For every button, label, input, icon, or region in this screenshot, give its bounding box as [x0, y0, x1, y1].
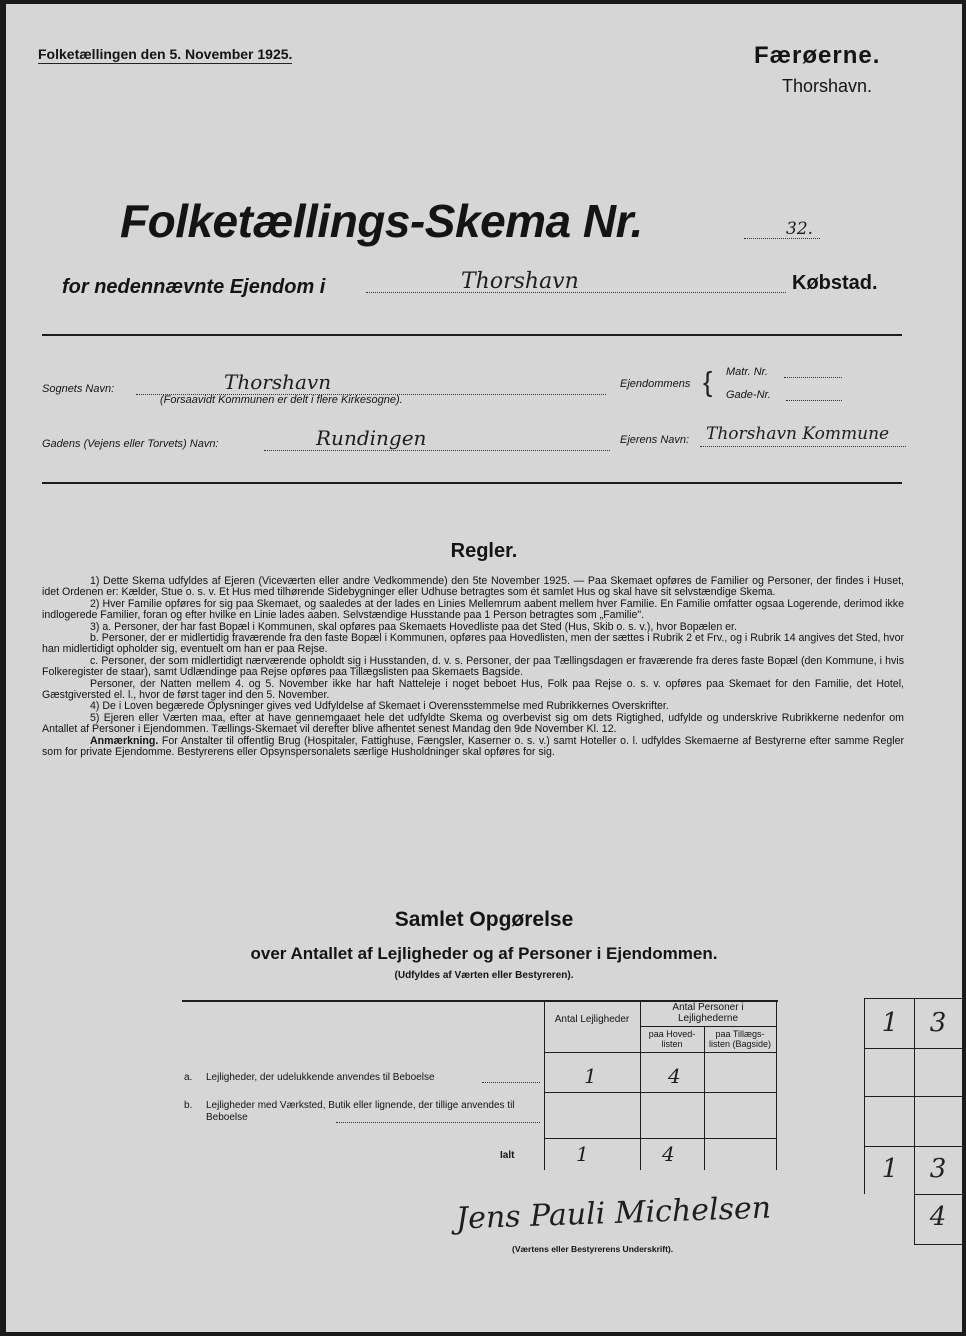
- tally-r1c2: 3: [929, 1008, 947, 1038]
- town-label: Thorshavn.: [782, 76, 873, 96]
- rule-3a: 3) a. Personer, der har fast Bopæl i Kommunen, skal opføres paa Skemaets Hovedliste paa det Sted (Hus, Skib o. s. v.), hvor Bopælen er.: [90, 620, 737, 633]
- divider-top: [42, 334, 902, 336]
- rule-3d: Personer, der Natten mellem 4. og 5. November ikke har haft Natteleje i noget beboet Hus, Folk paa Rejse o. s. v. opføres paa Skemaet for den Familie, det Hotel, Gæstgiversted el. l., hvor de først tager ind den 5. November.: [42, 677, 904, 702]
- parish-note: (Forsaavidt Kommunen er delt i flere Kirkesogne).: [160, 394, 403, 406]
- col-extra-header: paa Tillægs-listen (Bagside): [708, 1029, 772, 1049]
- col-persons-header: Antal Personer i Lejlighederne: [672, 1002, 744, 1024]
- rule-1: 1) Dette Skema udfyldes af Ejeren (Viceværten eller andre Vedkommende) den 5te November 1925. — Paa Skemaet opføres de Familier og Personer, der findes i Huset, idet Ordenen er: Kælder, Stue o. s. v. Et Hus med tilhørende Sidebygninger eller Udhuse betragtes som ét samlet Hus og skal have sit selvstændige Skema.: [42, 575, 904, 599]
- matr-line: [784, 377, 842, 378]
- tally-r1c1: 1: [881, 1008, 899, 1038]
- owner-line: [700, 446, 906, 447]
- col-main-header: paa Hoved-listen: [648, 1029, 696, 1049]
- rule-3b: b. Personer, der er midlertidig fraværende fra den faste Bopæl i Kommunen, opføres paa Hovedlisten, men der sættes i Rubrik 2 et Frv., og i Rubrik 14 angives det Sted, hvor han midlertidigt opholder sig, eventuelt om han er paa Rejse.: [42, 632, 904, 656]
- gade-label: Gade-Nr.: [726, 389, 771, 401]
- census-form-page: [6, 4, 962, 1332]
- kobstad-label: Købstad.: [792, 272, 878, 294]
- form-number: 32.: [786, 219, 814, 239]
- street-value: Rundingen: [316, 426, 427, 450]
- tally-hline-3: [864, 1146, 962, 1147]
- form-number-line: [744, 238, 820, 239]
- rule-4: 4) De i Loven begærede Oplysninger gives ved Udfyldelse af Skemaet i Overensstemmelse med Rubrikkernes Overskrifter.: [90, 700, 669, 713]
- table-row-b-rule: [544, 1138, 777, 1139]
- tally-hline-5: [914, 1244, 962, 1245]
- row-a-label: Lejligheder, der udelukkende anvendes til Beboelse: [206, 1072, 435, 1083]
- row-a-prefix: a.: [184, 1072, 193, 1083]
- rule-3c: c. Personer, der som midlertidigt nærværende opholdt sig i Husstanden, d. v. s. Personer, der paa Tællingsdagen er fraværende fra deres faste Bopæl (den Kommune, i hvis Folkeregister de staar), samt Udlændinge paa Rejse opføres paa Tillægslisten paa Skemaets Bagside.: [42, 654, 904, 679]
- region-label: Færøerne.: [754, 42, 881, 69]
- table-header-bottom-rule: [544, 1052, 777, 1053]
- street-line: [264, 450, 610, 451]
- summary-heading: Samlet Opgørelse: [394, 908, 574, 931]
- table-row-a-rule: [544, 1092, 777, 1093]
- table-vline-1: [544, 1000, 545, 1170]
- col-apartments-header: Antal Lejligheder: [554, 1014, 630, 1025]
- tally-hline-1: [864, 1048, 962, 1049]
- signature-caption: (Værtens eller Bestyrerens Underskrift).: [512, 1244, 674, 1254]
- total-main: 4: [662, 1142, 675, 1166]
- row-b-label: Lejligheder med Værksted, Butik eller lignende, der tillige anvendes til Beboelse: [206, 1100, 515, 1123]
- row-a-apartments: 1: [584, 1064, 597, 1088]
- summary-instruction: (Udfyldes af Værten eller Bestyreren).: [394, 970, 574, 981]
- table-vline-3: [704, 1026, 705, 1170]
- row-a-main: 4: [668, 1064, 681, 1088]
- row-a-dots: [482, 1082, 540, 1083]
- rule-5: 5) Ejeren eller Værten maa, efter at have gennemgaaet hele det udfyldte Skema og overbevist sig om dets Rigtighed, udfylde og underskrive Rubrikkerne nedenfor om Antallet af Personer i Ejendommen. Tællings-Skemaet vil derefter blive afhentet senest Mandag den 9de November Kl. 12.: [42, 711, 904, 736]
- table-subheader-rule: [640, 1026, 777, 1027]
- tally-hline-0: [864, 998, 962, 999]
- rule-note-text: For Anstalter til offentlig Brug (Hospitaler, Fattighuse, Fængsler, Kaserner o. s. v.) samt Hoteller o. l. udfyldes Skemaerne af Bestyrerne efter samme Regler som for private Ejendomme. Bestyrerens eller Opsynspersonalets særlige Husholdninger skal opføres for sig.: [42, 734, 904, 759]
- signature: Jens Pauli Michelsen: [455, 1190, 772, 1237]
- row-b-prefix: b.: [184, 1100, 193, 1111]
- tally-vline-0: [864, 998, 865, 1194]
- for-property-label: for nedennævnte Ejendom i: [62, 276, 326, 298]
- tally-hline-2: [864, 1096, 962, 1097]
- tally-r3c2: 3: [929, 1154, 947, 1184]
- owner-value: Thorshavn Kommune: [706, 424, 890, 444]
- for-property-line: [366, 292, 786, 293]
- rules-heading: Regler.: [450, 540, 518, 562]
- rule-2: 2) Hver Familie opføres for sig paa Skemaet, og saaledes at der lades en Linies Mellemrum aabent mellem hver Familie. En Familie omfatter ogsaa Logerende, derimod ikke indlogerede Familier, foran og efter hvilke en Linie lades aaben. Selvstændige Husstande paa 1 Person betragtes som „Familie".: [42, 597, 904, 622]
- property-brace: {: [703, 366, 713, 397]
- summary-subheading: over Antallet af Lejligheder og af Personer i Ejendommen.: [250, 944, 718, 963]
- owner-label: Ejerens Navn:: [620, 434, 690, 446]
- total-label: Ialt: [500, 1150, 515, 1161]
- census-date-line: Folketællingen den 5. November 1925.: [38, 46, 293, 62]
- rule-note-label: Anmærkning.: [90, 734, 159, 747]
- form-title: Folketællings-Skema Nr.: [120, 195, 643, 247]
- tally-hline-4: [914, 1194, 962, 1195]
- rule-note: [42, 736, 904, 759]
- row-b-dots: [336, 1122, 540, 1123]
- gade-line: [786, 400, 842, 401]
- parish-value: Thorshavn: [224, 370, 332, 394]
- parish-label: Sognets Navn:: [42, 383, 115, 395]
- for-property-value: Thorshavn: [461, 269, 579, 294]
- rules-body: [42, 576, 904, 759]
- tally-vline-1: [914, 998, 915, 1244]
- matr-label: Matr. Nr.: [726, 366, 768, 378]
- tally-r3c1: 1: [881, 1154, 899, 1184]
- property-label: Ejendommens: [620, 378, 691, 390]
- tally-r4c2: 4: [929, 1202, 947, 1232]
- street-label: Gadens (Vejens eller Torvets) Navn:: [42, 438, 219, 450]
- divider-bottom: [42, 482, 902, 484]
- total-apartments: 1: [576, 1142, 589, 1166]
